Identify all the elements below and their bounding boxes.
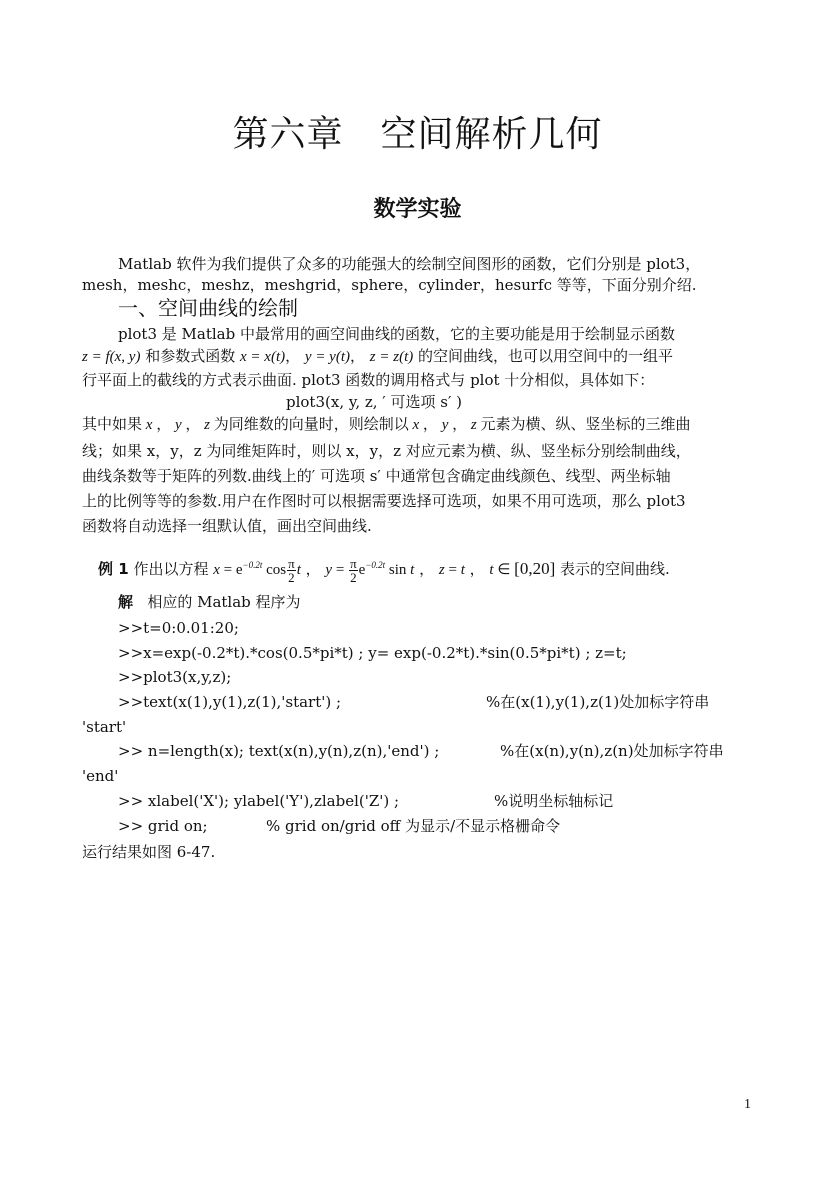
equation-z-zt: z = z(t) xyxy=(369,349,414,365)
code-line: >> n=length(x); text(x(n),y(n),z(n),'end') ; xyxy=(118,742,440,760)
page-number: 1 xyxy=(744,1097,751,1112)
example-label: 例 1 xyxy=(98,560,129,578)
para1-text: 的空间曲线，也可以用空间中的一组平 xyxy=(418,347,674,365)
code-line: 'end' xyxy=(82,767,119,785)
section-title: 数学实验 xyxy=(373,197,462,222)
equation-z-fxy: z = f(x, y) xyxy=(82,349,141,365)
example-text: 表示的空间曲线. xyxy=(560,560,670,578)
equation-y-yt: y = y(t) xyxy=(304,349,351,365)
example-1: 例 1 作出以方程 $x = e^{-0.2t}$ cos $\frac{\pi}{2}$ t ， y = $\frac{\pi}{2}$ $e^{-0.2t}$ sin t ， z = t ， t ∈ [0,20] 表示的空间曲线. xyxy=(98,555,670,585)
code-comment: % grid on/grid off 为显示/不显示格栅命令 xyxy=(266,817,561,835)
para1-text: 和参数式函数 xyxy=(145,347,236,365)
code-line: >>text(x(1),y(1),z(1),'start') ; xyxy=(118,693,342,711)
heading-space-curve: 一、空间曲线的绘制 xyxy=(118,296,298,320)
para1-line-9: 函数将自动选择一组默认值，画出空间曲线. xyxy=(82,517,372,535)
fraction-pi-over-2: $\frac{\pi}{2}$ xyxy=(288,555,295,585)
para1-line-1: plot3 是 Matlab 中最常用的画空间曲线的函数，它的主要功能是用于绘制显示函数 xyxy=(118,325,675,343)
code-line: >>x=exp(-0.2*t).*cos(0.5*pi*t) ; y= exp(-0.2*t).*sin(0.5*pi*t) ; z=t; xyxy=(118,644,627,662)
para1-line-7: 曲线条数等于矩阵的列数.曲线上的′ 可选项 s′ 中通常包含确定曲线颜色、线型、两坐标轴 xyxy=(82,467,671,485)
para1-text: 元素为横、纵、竖坐标的三维曲 xyxy=(480,415,691,433)
solution-text: 相应的 Matlab 程序为 xyxy=(147,593,301,611)
para1-line-8: 上的比例等等的参数.用户在作图时可以根据需要选择可选项，如果不用可选项，那么 plot3 xyxy=(82,492,686,510)
para1-line-5: 其中如果 x ， y ， z 为同维数的向量时，则绘制以 x ， y ， z 元素为横、纵、竖坐标的三维曲 xyxy=(82,415,691,433)
chapter-title: 第六章 空间解析几何 xyxy=(232,114,603,155)
code-line: >> grid on; xyxy=(118,817,208,835)
solution-label: 解 xyxy=(118,593,134,611)
plot3-syntax: plot3(x, y, z, ′ 可选项 s′ ) xyxy=(286,393,462,411)
para1-line-3: 行平面上的截线的方式表示曲面. plot3 函数的调用格式与 plot 十分相似，具体如下： xyxy=(82,371,655,389)
code-line: >> xlabel('X'); ylabel('Y'),zlabel('Z') ; xyxy=(118,792,400,810)
equation-x-xt: x = x(t) xyxy=(240,349,286,365)
para1-text: 其中如果 xyxy=(82,415,143,433)
para1-line-6: 线；如果 x，y，z 为同维矩阵时，则以 x，y，z 对应元素为横、纵、竖坐标分别绘制曲线， xyxy=(82,442,691,460)
code-comment: %说明坐标轴标记 xyxy=(494,792,614,810)
para1-text: 为同维数的向量时，则绘制以 xyxy=(213,415,409,433)
code-line: >>plot3(x,y,z); xyxy=(118,668,232,686)
code-line: >>t=0:0.01:20; xyxy=(118,619,239,637)
intro-line-1: Matlab 软件为我们提供了众多的功能强大的绘制空间图形的函数，它们分别是 plot3， xyxy=(118,255,701,273)
code-comment: %在(x(1),y(1),z(1)处加标字符串 xyxy=(486,693,710,711)
code-line: 'start' xyxy=(82,718,127,736)
result-text: 运行结果如图 6-47. xyxy=(82,843,216,861)
code-comment: %在(x(n),y(n),z(n)处加标字符串 xyxy=(500,742,724,760)
fraction-pi-over-2: $\frac{\pi}{2}$ xyxy=(350,555,357,585)
example-text: 作出以方程 xyxy=(133,560,209,578)
intro-line-2: mesh，meshc，meshz，meshgrid，sphere，cylinder，hesurfc 等等，下面分别介绍. xyxy=(82,276,697,294)
solution xyxy=(118,592,301,612)
para1-line-2: z = f(x, y) 和参数式函数 x = x(t)， y = y(t)， z = z(t) 的空间曲线，也可以用空间中的一组平 xyxy=(82,347,674,365)
